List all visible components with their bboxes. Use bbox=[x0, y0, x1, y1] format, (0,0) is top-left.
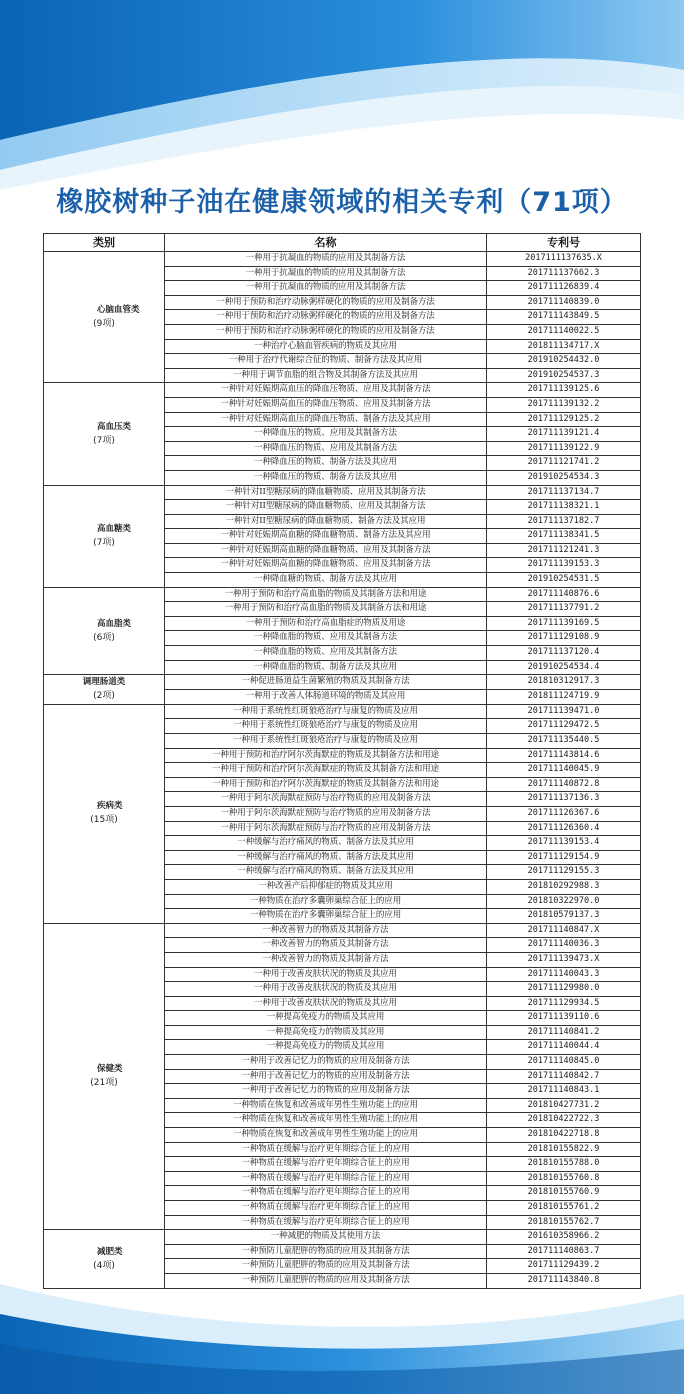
patent-number: 201810155788.0 bbox=[487, 1157, 641, 1172]
table-row bbox=[44, 704, 641, 719]
patent-name: 一种物质在缓解与治疗更年期综合征上的应用 bbox=[165, 1142, 487, 1157]
category-cell bbox=[44, 675, 165, 705]
patent-name: 一种降血压的物质、应用及其制备方法 bbox=[165, 427, 487, 442]
table-row bbox=[44, 923, 641, 938]
patent-name: 一种减肥的物质及其使用方法 bbox=[165, 1230, 487, 1245]
patent-name: 一种用于改善皮肤状况的物质及其应用 bbox=[165, 967, 487, 982]
patent-name: 一种缓解与治疗痛风的物质、制备方法及其应用 bbox=[165, 836, 487, 851]
patent-number: 201811134717.X bbox=[487, 339, 641, 354]
patent-number: 201810155762.7 bbox=[487, 1215, 641, 1230]
patent-number: 201810422718.8 bbox=[487, 1128, 641, 1143]
patent-number: 201711129125.2 bbox=[487, 412, 641, 427]
patent-number: 201711140876.6 bbox=[487, 587, 641, 602]
patent-name: 一种降血糖的物质、制备方法及其应用 bbox=[165, 573, 487, 588]
patent-number: 201711139473.X bbox=[487, 952, 641, 967]
patent-number: 201711139132.2 bbox=[487, 397, 641, 412]
patent-name: 一种用于改善皮肤状况的物质及其应用 bbox=[165, 982, 487, 997]
patent-number: 201711140845.0 bbox=[487, 1055, 641, 1070]
patent-number: 201711126367.6 bbox=[487, 806, 641, 821]
patent-number: 201711129439.2 bbox=[487, 1259, 641, 1274]
header-category: 类别 bbox=[44, 234, 165, 252]
patent-number: 201810292988.3 bbox=[487, 879, 641, 894]
category-count: (4项) bbox=[93, 1260, 115, 1271]
patent-number: 201711143840.8 bbox=[487, 1273, 641, 1288]
patent-name: 一种改善智力的物质及其制备方法 bbox=[165, 952, 487, 967]
patent-number: 201810422722.3 bbox=[487, 1113, 641, 1128]
category-count: (7项) bbox=[93, 537, 115, 548]
patent-name: 一种促进肠道益生菌繁殖的物质及其制备方法 bbox=[165, 675, 487, 690]
patent-number: 201711137120.4 bbox=[487, 646, 641, 661]
patent-table bbox=[43, 233, 641, 1289]
category-cell bbox=[44, 383, 165, 485]
patent-name: 一种用于预防和治疗高血脂症的物质及用途 bbox=[165, 616, 487, 631]
table-row bbox=[44, 675, 641, 690]
patent-name: 一种预防儿童肥胖的物质的应用及其制备方法 bbox=[165, 1244, 487, 1259]
patent-number: 201711140872.8 bbox=[487, 777, 641, 792]
patent-number: 201711137662.3 bbox=[487, 266, 641, 281]
patent-number: 201711126839.4 bbox=[487, 281, 641, 296]
category-count: (2项) bbox=[93, 691, 115, 702]
patent-name: 一种降血脂的物质、应用及其制备方法 bbox=[165, 631, 487, 646]
patent-number: 201711138341.5 bbox=[487, 529, 641, 544]
patent-name: 一种缓解与治疗痛风的物质、制备方法及其应用 bbox=[165, 865, 487, 880]
patent-number: 201711139122.9 bbox=[487, 441, 641, 456]
patent-name: 一种提高免疫力的物质及其应用 bbox=[165, 1040, 487, 1055]
patent-name: 一种降血脂的物质、应用及其制备方法 bbox=[165, 646, 487, 661]
patent-name: 一种物质在治疗多囊卵巢综合征上的应用 bbox=[165, 894, 487, 909]
patent-name: 一种针对II型糖尿病的降血糖物质、制备方法及其应用 bbox=[165, 514, 487, 529]
patent-name: 一种用于调节血脂的组合物及其制备方法及其应用 bbox=[165, 368, 487, 383]
patent-name: 一种针对妊娠期高血糖的降血糖物质、应用及其制备方法 bbox=[165, 558, 487, 573]
patent-name: 一种预防儿童肥胖的物质的应用及其制备方法 bbox=[165, 1273, 487, 1288]
patent-name: 一种用于改善记忆力的物质的应用及制备方法 bbox=[165, 1069, 487, 1084]
patent-name: 一种物质在缓解与治疗更年期综合征上的应用 bbox=[165, 1186, 487, 1201]
patent-number: 201711140839.0 bbox=[487, 295, 641, 310]
table-body bbox=[44, 252, 641, 1289]
category-name: 疾病类 bbox=[97, 801, 123, 812]
patent-name: 一种预防儿童肥胖的物质的应用及其制备方法 bbox=[165, 1259, 487, 1274]
patent-name: 一种用于抗凝血的物质的应用及其制备方法 bbox=[165, 266, 487, 281]
patent-name: 一种物质在缓解与治疗更年期综合征上的应用 bbox=[165, 1201, 487, 1216]
footer-wave-background bbox=[0, 1224, 684, 1394]
patent-name: 一种用于预防和治疗动脉粥样硬化的物质的应用及制备方法 bbox=[165, 324, 487, 339]
patent-name: 一种用于预防和治疗阿尔茨海默症的物质及其制备方法和用途 bbox=[165, 777, 487, 792]
patent-number: 201810155760.8 bbox=[487, 1171, 641, 1186]
patent-name: 一种用于预防和治疗阿尔茨海默症的物质及其制备方法和用途 bbox=[165, 763, 487, 778]
patent-name: 一种用于抗凝血的物质的应用及其制备方法 bbox=[165, 281, 487, 296]
patent-name: 一种物质在缓解与治疗更年期综合征上的应用 bbox=[165, 1171, 487, 1186]
category-name: 减肥类 bbox=[97, 1246, 123, 1257]
patent-number: 201711140022.5 bbox=[487, 324, 641, 339]
page-title: 橡胶树种子油在健康领域的相关专利（71项） bbox=[56, 187, 628, 218]
patent-number: 201711140036.3 bbox=[487, 938, 641, 953]
table-header-row bbox=[44, 234, 641, 252]
patent-name: 一种用于预防和治疗阿尔茨海默症的物质及其制备方法和用途 bbox=[165, 748, 487, 763]
category-cell bbox=[44, 923, 165, 1229]
patent-number: 201711139153.3 bbox=[487, 558, 641, 573]
category-name: 心脑血管类 bbox=[97, 304, 140, 315]
category-count: (7项) bbox=[93, 435, 115, 446]
patent-name: 一种针对妊娠期高血压的降血压物质、制备方法及其应用 bbox=[165, 412, 487, 427]
patent-name: 一种用于阿尔茨海默症预防与治疗物质的应用及制备方法 bbox=[165, 806, 487, 821]
patent-name: 一种治疗心脑血管疾病的物质及其应用 bbox=[165, 339, 487, 354]
table-row bbox=[44, 252, 641, 267]
patent-number: 201711137182.7 bbox=[487, 514, 641, 529]
patent-number: 201910254531.5 bbox=[487, 573, 641, 588]
patent-name: 一种提高免疫力的物质及其应用 bbox=[165, 1011, 487, 1026]
patent-number: 201711129980.0 bbox=[487, 982, 641, 997]
category-cell bbox=[44, 485, 165, 587]
patent-number: 201711140843.1 bbox=[487, 1084, 641, 1099]
patent-number: 201811124719.9 bbox=[487, 690, 641, 705]
patent-name: 一种降血压的物质、制备方法及其应用 bbox=[165, 456, 487, 471]
category-count: (9项) bbox=[93, 318, 115, 329]
header-number: 专利号 bbox=[487, 234, 641, 252]
table-row bbox=[44, 485, 641, 500]
patent-name: 一种用于改善人体肠道环境的物质及其应用 bbox=[165, 690, 487, 705]
patent-name: 一种用于系统性红斑狼疮治疗与康复的物质及应用 bbox=[165, 704, 487, 719]
patent-name: 一种用于阿尔茨海默症预防与治疗物质的应用及制备方法 bbox=[165, 792, 487, 807]
patent-number: 201711140045.9 bbox=[487, 763, 641, 778]
patent-number: 201711139471.0 bbox=[487, 704, 641, 719]
patent-name: 一种针对妊娠期高血糖的降血糖物质、制备方法及其应用 bbox=[165, 529, 487, 544]
patent-number: 201910254534.4 bbox=[487, 660, 641, 675]
patent-name: 一种降血脂的物质、制备方法及其应用 bbox=[165, 660, 487, 675]
patent-name: 一种物质在恢复和改善成年男性生殖功能上的应用 bbox=[165, 1098, 487, 1113]
category-name: 高血压类 bbox=[97, 421, 132, 432]
patent-number: 201711140841.2 bbox=[487, 1025, 641, 1040]
patent-name: 一种用于系统性红斑狼疮治疗与康复的物质及应用 bbox=[165, 734, 487, 749]
patent-number: 201711126360.4 bbox=[487, 821, 641, 836]
patent-name: 一种物质在缓解与治疗更年期综合征上的应用 bbox=[165, 1215, 487, 1230]
table-row bbox=[44, 587, 641, 602]
category-name: 保健类 bbox=[97, 1064, 123, 1075]
patent-number: 201810155760.9 bbox=[487, 1186, 641, 1201]
patent-number: 201711140044.4 bbox=[487, 1040, 641, 1055]
category-name: 高血糖类 bbox=[97, 523, 132, 534]
patent-name: 一种用于系统性红斑狼疮治疗与康复的物质及应用 bbox=[165, 719, 487, 734]
patent-number: 2017111137635.X bbox=[487, 252, 641, 267]
patent-name: 一种降血压的物质、制备方法及其应用 bbox=[165, 470, 487, 485]
patent-number: 201711138321.1 bbox=[487, 500, 641, 515]
patent-number: 201711129154.9 bbox=[487, 850, 641, 865]
table-row bbox=[44, 383, 641, 398]
patent-number: 201711129155.3 bbox=[487, 865, 641, 880]
patent-name: 一种物质在治疗多囊卵巢综合征上的应用 bbox=[165, 909, 487, 924]
patent-number: 201711140863.7 bbox=[487, 1244, 641, 1259]
patent-number: 201711121241.3 bbox=[487, 543, 641, 558]
category-cell bbox=[44, 252, 165, 383]
patent-number: 201711137136.3 bbox=[487, 792, 641, 807]
patent-number: 201711139169.5 bbox=[487, 616, 641, 631]
patent-number: 201711139153.4 bbox=[487, 836, 641, 851]
patent-number: 201711139125.6 bbox=[487, 383, 641, 398]
patent-name: 一种缓解与治疗痛风的物质、制备方法及其应用 bbox=[165, 850, 487, 865]
patent-name: 一种改善智力的物质及其制备方法 bbox=[165, 938, 487, 953]
patent-name: 一种用于预防和治疗高血脂的物质及其制备方法和用途 bbox=[165, 587, 487, 602]
patent-number: 201711129472.5 bbox=[487, 719, 641, 734]
patent-name: 一种用于改善记忆力的物质的应用及制备方法 bbox=[165, 1084, 487, 1099]
patent-name: 一种用于预防和治疗动脉粥样硬化的物质的应用及制备方法 bbox=[165, 295, 487, 310]
patent-number: 201711140043.3 bbox=[487, 967, 641, 982]
patent-name: 一种物质在恢复和改善成年男性生殖功能上的应用 bbox=[165, 1113, 487, 1128]
header-name: 名称 bbox=[165, 234, 487, 252]
patent-name: 一种用于阿尔茨海默症预防与治疗物质的应用及制备方法 bbox=[165, 821, 487, 836]
patent-name: 一种物质在缓解与治疗更年期综合征上的应用 bbox=[165, 1157, 487, 1172]
patent-number: 201711139121.4 bbox=[487, 427, 641, 442]
patent-name: 一种用于治疗代谢综合征的物质、制备方法及其应用 bbox=[165, 354, 487, 369]
patent-number: 201810155761.2 bbox=[487, 1201, 641, 1216]
patent-name: 一种提高免疫力的物质及其应用 bbox=[165, 1025, 487, 1040]
category-count: (15项) bbox=[90, 815, 118, 826]
patent-number: 201711139110.6 bbox=[487, 1011, 641, 1026]
patent-number: 201910254432.0 bbox=[487, 354, 641, 369]
category-cell bbox=[44, 704, 165, 923]
patent-name: 一种针对II型糖尿病的降血糖物质、应用及其制备方法 bbox=[165, 500, 487, 515]
patent-number: 201711140842.7 bbox=[487, 1069, 641, 1084]
patent-number: 201711140847.X bbox=[487, 923, 641, 938]
patent-name: 一种改善智力的物质及其制备方法 bbox=[165, 923, 487, 938]
patent-name: 一种用于抗凝血的物质的应用及其制备方法 bbox=[165, 252, 487, 267]
patent-name: 一种用于改善皮肤状况的物质及其应用 bbox=[165, 996, 487, 1011]
category-name: 调理肠道类 bbox=[82, 677, 126, 688]
category-count: (6项) bbox=[93, 632, 115, 643]
category-cell bbox=[44, 587, 165, 675]
patent-name: 一种降血压的物质、应用及其制备方法 bbox=[165, 441, 487, 456]
patent-number: 201810579137.3 bbox=[487, 909, 641, 924]
patent-number: 201910254537.3 bbox=[487, 368, 641, 383]
patent-number: 201711137134.7 bbox=[487, 485, 641, 500]
category-count: (21项) bbox=[90, 1078, 118, 1089]
patent-number: 201711129108.9 bbox=[487, 631, 641, 646]
patent-number: 201810427731.2 bbox=[487, 1098, 641, 1113]
patent-name: 一种针对妊娠期高血压的降血压物质、应用及其制备方法 bbox=[165, 397, 487, 412]
patent-number: 201910254534.3 bbox=[487, 470, 641, 485]
patent-number: 201711143814.6 bbox=[487, 748, 641, 763]
patent-number: 201810155822.9 bbox=[487, 1142, 641, 1157]
patent-name: 一种用于预防和治疗动脉粥样硬化的物质的应用及制备方法 bbox=[165, 310, 487, 325]
patent-number: 201810312917.3 bbox=[487, 675, 641, 690]
patent-number: 201711129934.5 bbox=[487, 996, 641, 1011]
category-name: 高血脂类 bbox=[97, 618, 132, 629]
patent-number: 201711135440.5 bbox=[487, 734, 641, 749]
patent-name: 一种用于改善记忆力的物质的应用及制备方法 bbox=[165, 1055, 487, 1070]
patent-number: 201711121741.2 bbox=[487, 456, 641, 471]
patent-number: 201810322970.0 bbox=[487, 894, 641, 909]
patent-name: 一种针对妊娠期高血糖的降血糖物质、应用及其制备方法 bbox=[165, 543, 487, 558]
patent-number: 201711137791.2 bbox=[487, 602, 641, 617]
patent-name: 一种用于预防和治疗高血脂的物质及其制备方法和用途 bbox=[165, 602, 487, 617]
patent-name: 一种针对II型糖尿病的降血糖物质、应用及其制备方法 bbox=[165, 485, 487, 500]
patent-number: 201610358966.2 bbox=[487, 1230, 641, 1245]
patent-name: 一种物质在恢复和改善成年男性生殖功能上的应用 bbox=[165, 1128, 487, 1143]
patent-name: 一种改善产后抑郁症的物质及其应用 bbox=[165, 879, 487, 894]
patent-name: 一种针对妊娠期高血压的降血压物质、应用及其制备方法 bbox=[165, 383, 487, 398]
patent-number: 201711143849.5 bbox=[487, 310, 641, 325]
